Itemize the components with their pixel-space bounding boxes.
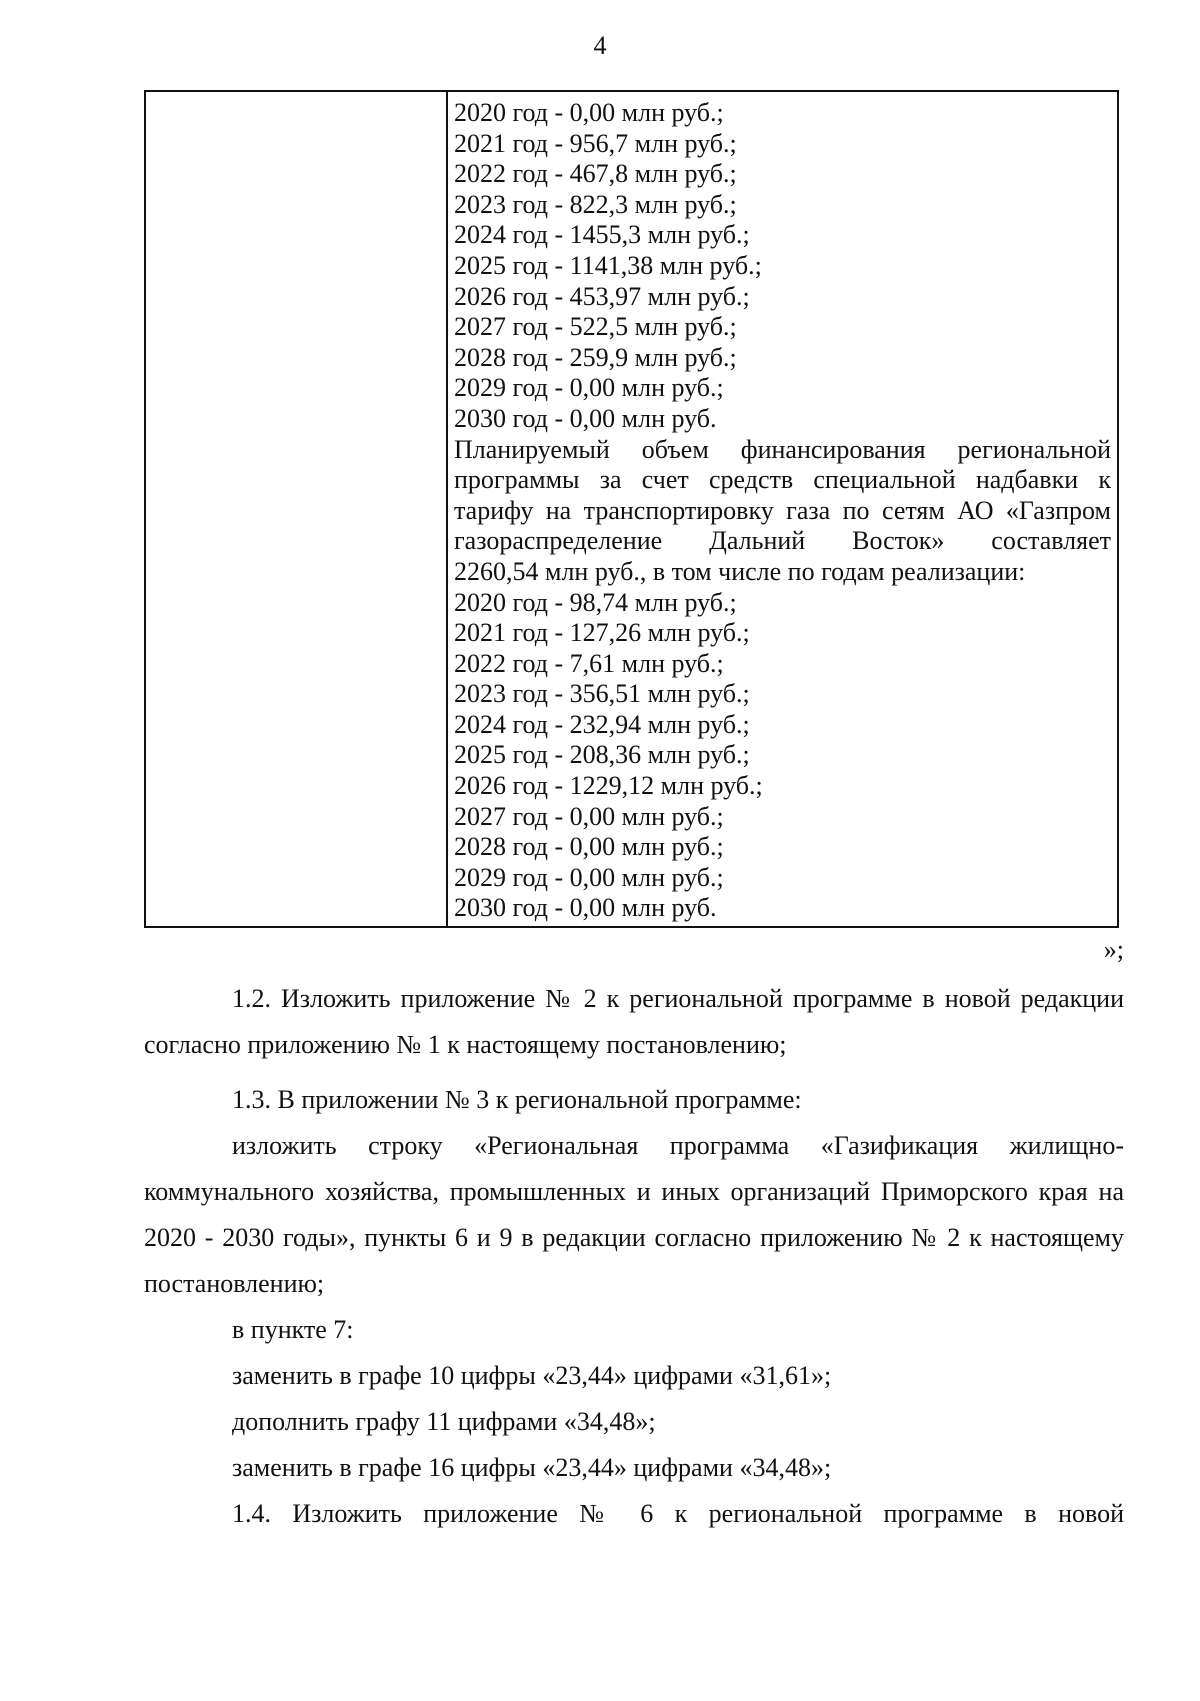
funding-line: 2022 год - 467,8 млн руб.; [454, 159, 737, 189]
document-body [144, 976, 1124, 1537]
funding-paragraph-line: Планируемый объем финансирования региональной [454, 434, 1111, 464]
funding-line: 2030 год - 0,00 млн руб. [454, 403, 717, 433]
funding-line: 2020 год - 98,74 млн руб.; [454, 587, 737, 617]
table-left-cell [146, 92, 448, 926]
paragraph-1-3-column-11: дополнить графу 11 цифрами «34,48»; [232, 1407, 656, 1436]
funding-line: 2028 год - 259,9 млн руб.; [454, 342, 737, 372]
funding-line: 2028 год - 0,00 млн руб.; [454, 832, 724, 862]
funding-line: 2027 год - 0,00 млн руб.; [454, 801, 724, 831]
funding-paragraph-line: программы за счет средств специальной надбавки к [454, 465, 1111, 495]
funding-line: 2023 год - 356,51 млн руб.; [454, 679, 750, 709]
funding-line: 2029 год - 0,00 млн руб.; [454, 862, 724, 892]
paragraph-1-3-column-10: заменить в графе 10 цифры «23,44» цифрами «31,61»; [232, 1361, 832, 1390]
paragraph-1-3-row-text: изложить строку «Региональная программа «Газификация жилищно-коммунального хозяйства, промышленных и иных организаций Приморского края на 2020 - 2030 годы», пункты 6 и 9 в редакции согласно приложению № 2 к настоящему постановлению; [144, 1131, 1124, 1298]
closing-quote: »; [1103, 935, 1124, 964]
funding-line: 2029 год - 0,00 млн руб.; [454, 373, 724, 403]
table-right-cell [448, 92, 1117, 926]
funding-line: 2025 год - 1141,38 млн руб.; [454, 250, 762, 280]
paragraph-1-3-column-16: заменить в графе 16 цифры «23,44» цифрами «34,48»; [232, 1453, 832, 1482]
funding-line: 2024 год - 232,94 млн руб.; [454, 709, 750, 739]
paragraph-1-4: 1.4. Изложить приложение № 6 к региональной программе в новой [232, 1499, 1124, 1528]
funding-paragraph-line: 2260,54 млн руб., в том числе по годам реализации: [454, 556, 1026, 586]
paragraph-1-3: 1.3. В приложении № 3 к региональной программе: [232, 1085, 802, 1114]
funding-line: 2022 год - 7,61 млн руб.; [454, 648, 724, 678]
funding-line: 2023 год - 822,3 млн руб.; [454, 189, 737, 219]
financing-table [144, 90, 1119, 928]
funding-line: 2024 год - 1455,3 млн руб.; [454, 220, 750, 250]
funding-paragraph-line: газораспределение Дальний Восток» составляет [454, 526, 1111, 556]
funding-line: 2027 год - 522,5 млн руб.; [454, 312, 737, 342]
funding-line: 2021 год - 127,26 млн руб.; [454, 618, 750, 648]
funding-line: 2021 год - 956,7 млн руб.; [454, 128, 737, 158]
funding-line: 2026 год - 453,97 млн руб.; [454, 281, 750, 311]
funding-paragraph-line: тарифу на транспортировку газа по сетям АО «Газпром [454, 495, 1111, 525]
paragraph-1-2: 1.2. Изложить приложение № 2 к региональной программе в новой редакции согласно приложению № 1 к настоящему постановлению; [144, 984, 1124, 1059]
funding-line: 2020 год - 0,00 млн руб.; [454, 98, 724, 127]
funding-line: 2025 год - 208,36 млн руб.; [454, 740, 750, 770]
page-number: 4 [593, 31, 607, 60]
paragraph-1-3-point-7: в пункте 7: [232, 1315, 354, 1344]
funding-line: 2026 год - 1229,12 млн руб.; [454, 771, 763, 801]
funding-line: 2030 год - 0,00 млн руб. [454, 893, 717, 923]
